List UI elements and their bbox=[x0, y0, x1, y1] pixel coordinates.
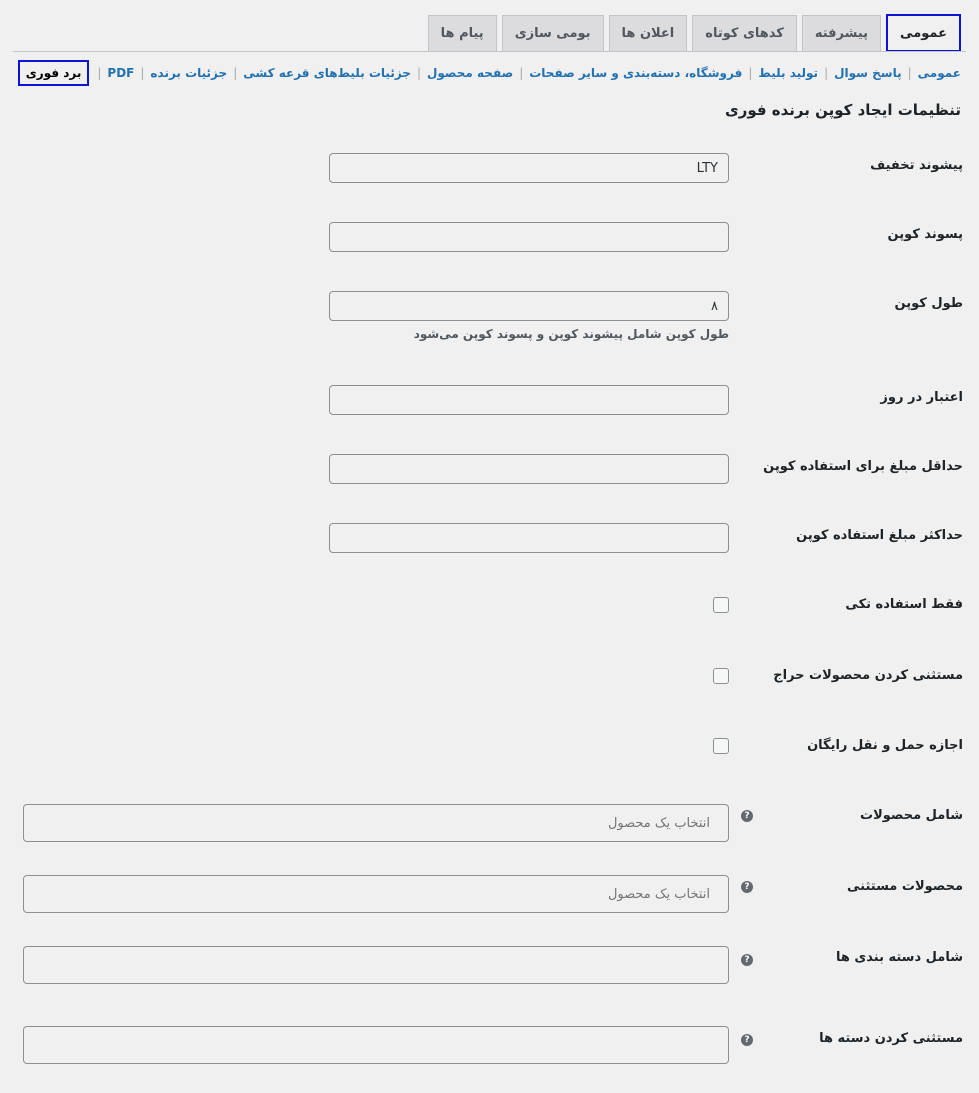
sub-navigation bbox=[18, 60, 961, 86]
exclude-products-label: محصولات مستثنی bbox=[847, 879, 963, 894]
free-shipping-label: اجازه حمل و نقل رایگان bbox=[807, 738, 963, 753]
max-amount-input[interactable] bbox=[329, 523, 729, 553]
subnav-ticket-generation[interactable]: تولید بلیط bbox=[758, 66, 819, 80]
tabs-divider bbox=[13, 51, 966, 52]
subnav-winner-details[interactable]: جزئیات برنده bbox=[150, 66, 228, 80]
validity-days-input[interactable] bbox=[329, 385, 729, 415]
subnav-separator: | bbox=[233, 66, 238, 80]
exclude-products-placeholder: انتخاب یک محصول bbox=[607, 886, 710, 902]
subnav-separator: | bbox=[140, 66, 145, 80]
include-products-placeholder: انتخاب یک محصول bbox=[607, 815, 710, 831]
help-icon[interactable]: ? bbox=[741, 1034, 753, 1046]
free-shipping-checkbox[interactable] bbox=[713, 738, 729, 754]
exclude-categories-select[interactable] bbox=[23, 1026, 729, 1064]
help-icon[interactable]: ? bbox=[741, 881, 753, 893]
discount-prefix-input[interactable] bbox=[329, 153, 729, 183]
subnav-general[interactable]: عمومی bbox=[917, 66, 961, 80]
subnav-instant-win[interactable]: برد فوری bbox=[18, 60, 90, 86]
subnav-product-page[interactable]: صفحه محصول bbox=[427, 66, 514, 80]
single-use-checkbox[interactable] bbox=[713, 597, 729, 613]
help-icon[interactable]: ? bbox=[741, 954, 753, 966]
discount-prefix-label: پیشوند تخفیف bbox=[870, 158, 963, 173]
exclude-sale-checkbox[interactable] bbox=[713, 668, 729, 684]
exclude-sale-label: مستثنی کردن محصولات حراج bbox=[773, 668, 963, 683]
coupon-suffix-label: پسوند کوپن bbox=[887, 227, 963, 242]
max-amount-label: حداکثر مبلغ استفاده کوپن bbox=[796, 528, 963, 543]
validity-days-label: اعتبار در روز bbox=[880, 390, 963, 405]
include-products-label: شامل محصولات bbox=[860, 808, 963, 823]
subnav-shop-pages[interactable]: فروشگاه، دسته‌بندی و سایر صفحات bbox=[529, 66, 743, 80]
coupon-length-label: طول کوپن bbox=[894, 296, 963, 311]
subnav-pdf[interactable]: PDF bbox=[107, 66, 135, 80]
exclude-products-select[interactable] bbox=[23, 875, 729, 913]
coupon-length-description: طول کوپن شامل پیشوند کوپن و پسوند کوپن می‌شود bbox=[413, 327, 729, 341]
subnav-separator: | bbox=[907, 66, 912, 80]
subnav-separator: | bbox=[97, 66, 102, 80]
min-amount-input[interactable] bbox=[329, 454, 729, 484]
tab-bar bbox=[428, 15, 961, 52]
subnav-separator: | bbox=[519, 66, 524, 80]
subnav-ticket-details[interactable]: جزئیات بلیط‌های قرعه کشی bbox=[243, 66, 411, 80]
single-use-label: فقط استفاده تکی bbox=[845, 597, 963, 612]
exclude-categories-label: مستثنی کردن دسته ها bbox=[819, 1031, 963, 1046]
help-icon[interactable]: ? bbox=[741, 810, 753, 822]
tab-messages[interactable]: پیام ها bbox=[428, 15, 497, 51]
coupon-suffix-input[interactable] bbox=[329, 222, 729, 252]
min-amount-label: حداقل مبلغ برای استفاده کوپن bbox=[763, 459, 963, 474]
include-categories-select[interactable] bbox=[23, 946, 729, 984]
coupon-length-input[interactable] bbox=[329, 291, 729, 321]
subnav-separator: | bbox=[748, 66, 753, 80]
include-categories-label: شامل دسته بندی ها bbox=[835, 950, 963, 965]
tab-general[interactable]: عمومی bbox=[886, 14, 961, 52]
subnav-question-answer[interactable]: پاسخ سوال bbox=[834, 66, 902, 80]
tab-advanced[interactable]: پیشرفته bbox=[802, 15, 881, 51]
section-title: تنظیمات ایجاد کوپن برنده فوری bbox=[724, 101, 961, 119]
tab-localization[interactable]: بومی سازی bbox=[502, 15, 604, 51]
subnav-separator: | bbox=[824, 66, 829, 80]
tab-shortcodes[interactable]: کدهای کوتاه bbox=[692, 15, 797, 51]
tab-notifications[interactable]: اعلان ها bbox=[609, 15, 688, 51]
subnav-separator: | bbox=[416, 66, 421, 80]
include-products-select[interactable] bbox=[23, 804, 729, 842]
